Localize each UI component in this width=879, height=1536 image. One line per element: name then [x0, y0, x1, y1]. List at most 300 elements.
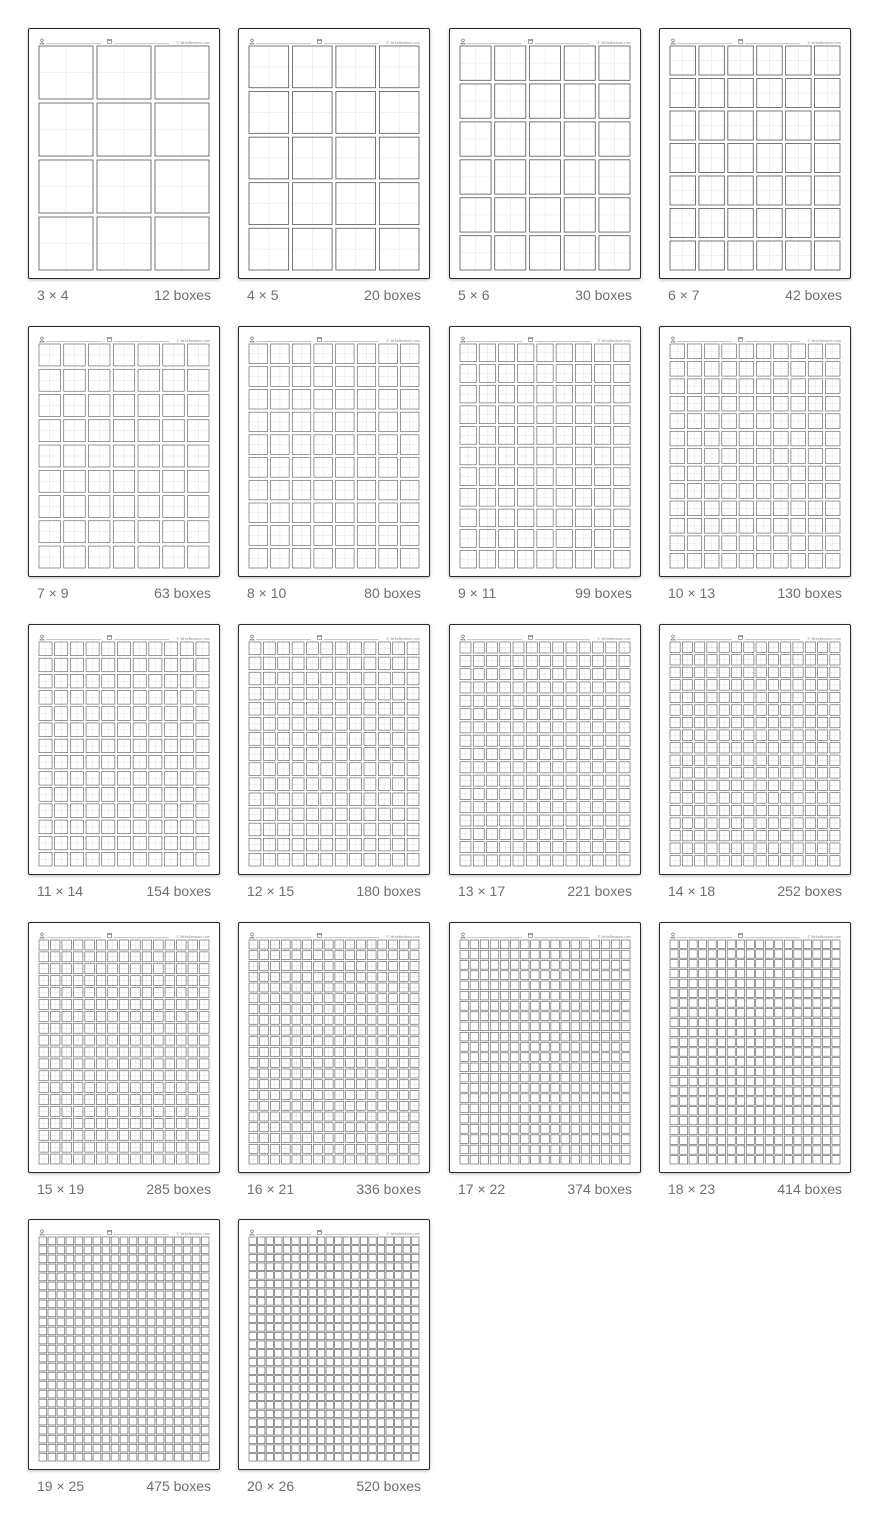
writing-box	[731, 730, 741, 740]
writing-box	[830, 830, 840, 840]
writing-box	[75, 1426, 83, 1434]
writing-box	[335, 1341, 342, 1348]
writing-box	[183, 1327, 191, 1335]
writing-box	[708, 1077, 716, 1085]
writing-box	[96, 999, 106, 1009]
writing-box	[556, 406, 572, 424]
writing-box	[487, 748, 498, 759]
writing-box	[39, 1444, 47, 1452]
writing-box	[292, 972, 301, 981]
writing-box	[357, 526, 376, 546]
writing-box	[96, 1106, 106, 1116]
writing-box	[579, 815, 590, 826]
writing-box	[360, 1358, 367, 1365]
writing-box	[188, 1023, 198, 1033]
box-count: 336 boxes	[356, 1181, 421, 1197]
writing-box	[258, 1280, 265, 1287]
writing-box	[500, 981, 508, 990]
writing-box	[346, 1058, 355, 1067]
template-card[interactable]	[28, 326, 220, 605]
writing-box	[165, 1309, 173, 1317]
writing-box	[336, 228, 376, 270]
writing-box	[317, 1428, 324, 1435]
writing-box	[292, 1069, 301, 1078]
writing-box	[357, 389, 376, 409]
writing-box	[680, 999, 688, 1007]
writing-box	[138, 1453, 146, 1461]
box-count: 30 boxes	[575, 287, 632, 303]
writing-box	[622, 1125, 630, 1134]
writing-box	[93, 1273, 101, 1281]
writing-box	[275, 1393, 282, 1400]
writing-box	[480, 1063, 488, 1072]
template-card[interactable]	[238, 624, 430, 903]
template-card[interactable]	[28, 28, 220, 307]
writing-box	[39, 1372, 47, 1380]
writing-box	[50, 952, 60, 962]
writing-box	[352, 1341, 359, 1348]
writing-box	[326, 1436, 333, 1443]
box-grid	[249, 1237, 419, 1461]
writing-box	[601, 1135, 609, 1144]
writing-box	[622, 1012, 630, 1021]
writing-box	[93, 1399, 101, 1407]
writing-box	[75, 1291, 83, 1299]
writing-box	[278, 823, 290, 836]
writing-box	[737, 999, 745, 1007]
writing-box	[746, 1116, 754, 1124]
writing-box	[731, 755, 741, 765]
writing-box	[352, 1246, 359, 1253]
writing-box	[156, 1264, 164, 1272]
writing-box	[566, 735, 577, 746]
writing-box	[670, 667, 680, 677]
writing-box	[803, 1018, 811, 1026]
writing-box	[480, 961, 488, 970]
writing-box	[553, 709, 564, 720]
writing-box	[611, 940, 619, 949]
writing-box	[314, 435, 333, 455]
writing-box	[460, 198, 491, 232]
writing-box	[192, 1381, 200, 1389]
writing-box	[317, 1350, 324, 1357]
writing-box	[266, 1246, 273, 1253]
writing-box	[119, 940, 129, 950]
writing-box	[292, 793, 304, 806]
template-card[interactable]	[449, 624, 641, 903]
writing-box	[270, 972, 279, 981]
writing-box	[480, 1012, 488, 1021]
writing-box	[521, 1032, 529, 1041]
writing-box	[120, 1291, 128, 1299]
writing-box	[108, 1130, 118, 1140]
writing-box	[260, 994, 269, 1003]
writing-box	[498, 344, 514, 362]
template-card[interactable]	[449, 28, 641, 307]
writing-box	[500, 709, 511, 720]
writing-box	[818, 692, 828, 702]
worksheet-preview	[28, 1219, 220, 1470]
writing-box	[470, 1022, 478, 1031]
writing-box	[531, 1114, 539, 1123]
worksheet-preview	[28, 28, 220, 279]
writing-box	[826, 344, 840, 359]
writing-box	[670, 1058, 678, 1066]
writing-box	[500, 788, 511, 799]
writing-box	[138, 369, 159, 391]
writing-box	[86, 723, 99, 737]
writing-box	[813, 1058, 821, 1066]
writing-box	[129, 1327, 137, 1335]
writing-box	[513, 842, 524, 853]
worksheet-preview	[659, 326, 851, 577]
writing-box	[165, 755, 178, 769]
writing-box	[309, 1419, 316, 1426]
writing-box	[249, 1350, 256, 1357]
writing-box	[531, 1053, 539, 1062]
writing-box	[183, 1381, 191, 1389]
writing-box	[599, 160, 630, 194]
writing-box	[719, 768, 729, 778]
template-card[interactable]	[449, 922, 641, 1201]
writing-box	[670, 176, 695, 205]
writing-box	[731, 843, 741, 853]
writing-box	[367, 940, 376, 949]
writing-box	[314, 367, 333, 387]
writing-box	[292, 1237, 299, 1244]
writing-box	[591, 1063, 599, 1072]
writing-box	[689, 950, 697, 958]
writing-box	[473, 855, 484, 866]
writing-box	[611, 991, 619, 1000]
writing-box	[335, 1402, 342, 1409]
writing-box	[756, 717, 766, 727]
template-card[interactable]	[238, 922, 430, 1201]
writing-box	[303, 940, 312, 949]
writing-box	[611, 1125, 619, 1134]
writing-box	[39, 369, 60, 391]
writing-box	[784, 960, 792, 968]
writing-box	[335, 702, 347, 715]
writing-box	[117, 836, 130, 850]
writing-box	[460, 788, 471, 799]
writing-box	[188, 1059, 198, 1069]
writing-box	[727, 1087, 735, 1095]
writing-box	[378, 657, 390, 670]
writing-box	[781, 755, 791, 765]
template-card[interactable]	[238, 1219, 430, 1498]
writing-box	[689, 1048, 697, 1056]
writing-box	[281, 1015, 290, 1024]
writing-box	[201, 1291, 209, 1299]
writing-box	[188, 1095, 198, 1105]
writing-box	[266, 1280, 273, 1287]
writing-box	[147, 1408, 155, 1416]
writing-box	[147, 1300, 155, 1308]
writing-box	[165, 1154, 175, 1164]
writing-box	[775, 1067, 783, 1075]
writing-box	[346, 940, 355, 949]
writing-box	[566, 855, 577, 866]
writing-box	[117, 804, 130, 818]
writing-box	[352, 1358, 359, 1365]
writing-box	[768, 830, 778, 840]
writing-box	[731, 667, 741, 677]
writing-box	[670, 655, 680, 665]
writing-box	[199, 940, 209, 950]
writing-box	[521, 1135, 529, 1144]
writing-box	[183, 1273, 191, 1281]
worksheet-grid	[450, 625, 640, 874]
writing-box	[350, 778, 362, 791]
writing-box	[138, 1327, 146, 1335]
writing-box	[689, 989, 697, 997]
writing-box	[75, 1435, 83, 1443]
person-icon	[671, 933, 675, 938]
writing-box	[270, 1015, 279, 1024]
writing-box	[48, 1273, 56, 1281]
writing-box	[188, 1071, 198, 1081]
writing-box	[192, 1264, 200, 1272]
writing-box	[249, 1341, 256, 1348]
worksheet-grid	[450, 29, 640, 278]
writing-box	[378, 1123, 387, 1132]
writing-box	[192, 1372, 200, 1380]
writing-box	[326, 1358, 333, 1365]
writing-box	[460, 1125, 468, 1134]
writing-box	[403, 1324, 410, 1331]
template-caption	[28, 585, 220, 605]
writing-box	[86, 674, 99, 688]
writing-box	[794, 1038, 802, 1046]
writing-box	[731, 793, 741, 803]
writing-box	[579, 655, 590, 666]
writing-box	[687, 344, 701, 359]
template-card[interactable]	[28, 1219, 220, 1498]
person-icon	[40, 337, 44, 342]
writing-box	[765, 950, 773, 958]
writing-box	[39, 445, 60, 467]
template-card[interactable]	[659, 922, 851, 1201]
writing-box	[278, 657, 290, 670]
writing-box	[756, 1009, 764, 1017]
writing-box	[201, 1426, 209, 1434]
writing-box	[595, 509, 611, 527]
writing-box	[708, 1087, 716, 1095]
writing-box	[781, 730, 791, 740]
writing-box	[689, 1136, 697, 1144]
writing-box	[719, 843, 729, 853]
writing-box	[378, 778, 390, 791]
writing-box	[102, 691, 115, 705]
writing-box	[346, 1080, 355, 1089]
writing-box	[57, 1399, 65, 1407]
template-card[interactable]	[659, 326, 851, 605]
writing-box	[278, 672, 290, 685]
writing-box	[774, 501, 788, 516]
grid-dimensions: 6 × 7	[668, 287, 700, 303]
writing-box	[117, 820, 130, 834]
template-card[interactable]	[659, 28, 851, 307]
writing-box	[805, 793, 815, 803]
writing-box	[407, 838, 419, 851]
writing-box	[39, 344, 60, 366]
writing-box	[266, 1263, 273, 1270]
writing-box	[540, 762, 551, 773]
writing-box	[57, 1417, 65, 1425]
writing-box	[756, 642, 766, 652]
writing-box	[352, 1272, 359, 1279]
writing-box	[352, 1350, 359, 1357]
writing-box	[495, 46, 526, 80]
writing-box	[377, 1393, 384, 1400]
writing-box	[695, 667, 705, 677]
template-card[interactable]	[659, 624, 851, 903]
writing-box	[85, 988, 95, 998]
writing-box	[165, 1291, 173, 1299]
writing-box	[309, 1280, 316, 1287]
writing-box	[756, 1067, 764, 1075]
writing-box	[266, 1350, 273, 1357]
writing-box	[62, 1059, 72, 1069]
writing-box	[249, 1112, 258, 1121]
template-card[interactable]	[28, 624, 220, 903]
writing-box	[739, 379, 753, 394]
writing-box	[561, 1032, 569, 1041]
template-card[interactable]	[238, 28, 430, 307]
writing-box	[682, 805, 692, 815]
writing-box	[174, 1318, 182, 1326]
writing-box	[309, 1445, 316, 1452]
writing-box	[249, 702, 261, 715]
template-card[interactable]	[238, 326, 430, 605]
writing-box	[513, 855, 524, 866]
writing-box	[808, 379, 822, 394]
writing-box	[593, 682, 604, 693]
writing-box	[541, 1125, 549, 1134]
writing-box	[490, 1012, 498, 1021]
writing-box	[192, 1291, 200, 1299]
template-card[interactable]	[28, 922, 220, 1201]
template-caption	[238, 1181, 430, 1201]
writing-box	[369, 1358, 376, 1365]
writing-box	[731, 818, 741, 828]
writing-box	[774, 379, 788, 394]
writing-box	[410, 1101, 419, 1110]
writing-box	[500, 1073, 508, 1082]
writing-box	[335, 1026, 344, 1035]
writing-box	[571, 1094, 579, 1103]
writing-box	[611, 981, 619, 990]
writing-box	[303, 1058, 312, 1067]
writing-box	[737, 1136, 745, 1144]
writing-box	[756, 1116, 764, 1124]
writing-box	[177, 999, 187, 1009]
writing-box	[201, 1237, 209, 1245]
writing-box	[378, 951, 387, 960]
writing-box	[142, 1130, 152, 1140]
writing-box	[313, 1048, 322, 1057]
writing-box	[84, 1345, 92, 1353]
writing-box	[283, 1280, 290, 1287]
writing-box	[155, 103, 209, 156]
writing-box	[292, 1091, 301, 1100]
box-grid	[670, 344, 840, 568]
writing-box	[343, 1237, 350, 1244]
writing-box	[403, 1315, 410, 1322]
writing-box	[746, 979, 754, 987]
site-credit: © WriteBenborn.com	[597, 935, 631, 939]
writing-box	[826, 536, 840, 551]
writing-box	[498, 406, 514, 424]
writing-box	[611, 1145, 619, 1154]
writing-box	[155, 160, 209, 213]
writing-box	[407, 672, 419, 685]
writing-box	[165, 1083, 175, 1093]
writing-box	[102, 707, 115, 721]
writing-box	[62, 1083, 72, 1093]
writing-box	[794, 979, 802, 987]
writing-box	[781, 692, 791, 702]
template-card[interactable]	[449, 326, 641, 605]
writing-box	[174, 1273, 182, 1281]
writing-box	[163, 420, 184, 442]
writing-box	[412, 1419, 419, 1426]
writing-box	[756, 1126, 764, 1134]
writing-box	[346, 1048, 355, 1057]
writing-box	[258, 1289, 265, 1296]
writing-box	[818, 856, 828, 866]
writing-box	[619, 788, 630, 799]
writing-box	[343, 1280, 350, 1287]
writing-box	[490, 981, 498, 990]
writing-box	[174, 1372, 182, 1380]
writing-box	[689, 940, 697, 948]
writing-box	[765, 1126, 773, 1134]
writing-box	[510, 950, 518, 959]
writing-box	[309, 1332, 316, 1339]
writing-box	[102, 772, 115, 786]
writing-box	[165, 1047, 175, 1057]
writing-box	[84, 1309, 92, 1317]
writing-box	[768, 818, 778, 828]
writing-box	[263, 687, 275, 700]
writing-box	[611, 1043, 619, 1052]
writing-box	[460, 344, 476, 362]
writing-box	[73, 1059, 83, 1069]
writing-box	[281, 1037, 290, 1046]
writing-box	[813, 1156, 821, 1164]
writing-box	[689, 1116, 697, 1124]
writing-box	[611, 1155, 619, 1164]
writing-box	[473, 655, 484, 666]
writing-box	[369, 1410, 376, 1417]
writing-box	[622, 950, 630, 959]
writing-box	[599, 122, 630, 156]
writing-box	[201, 1336, 209, 1344]
writing-box	[39, 1381, 47, 1389]
box-count: 12 boxes	[154, 287, 211, 303]
writing-box	[183, 1444, 191, 1452]
grid-dimensions: 4 × 5	[247, 287, 279, 303]
writing-box	[147, 1255, 155, 1263]
box-count: 154 boxes	[146, 883, 211, 899]
writing-box	[670, 241, 695, 270]
writing-box	[540, 842, 551, 853]
writing-box	[48, 1345, 56, 1353]
calendar-icon	[529, 635, 533, 639]
writing-box	[768, 680, 778, 690]
